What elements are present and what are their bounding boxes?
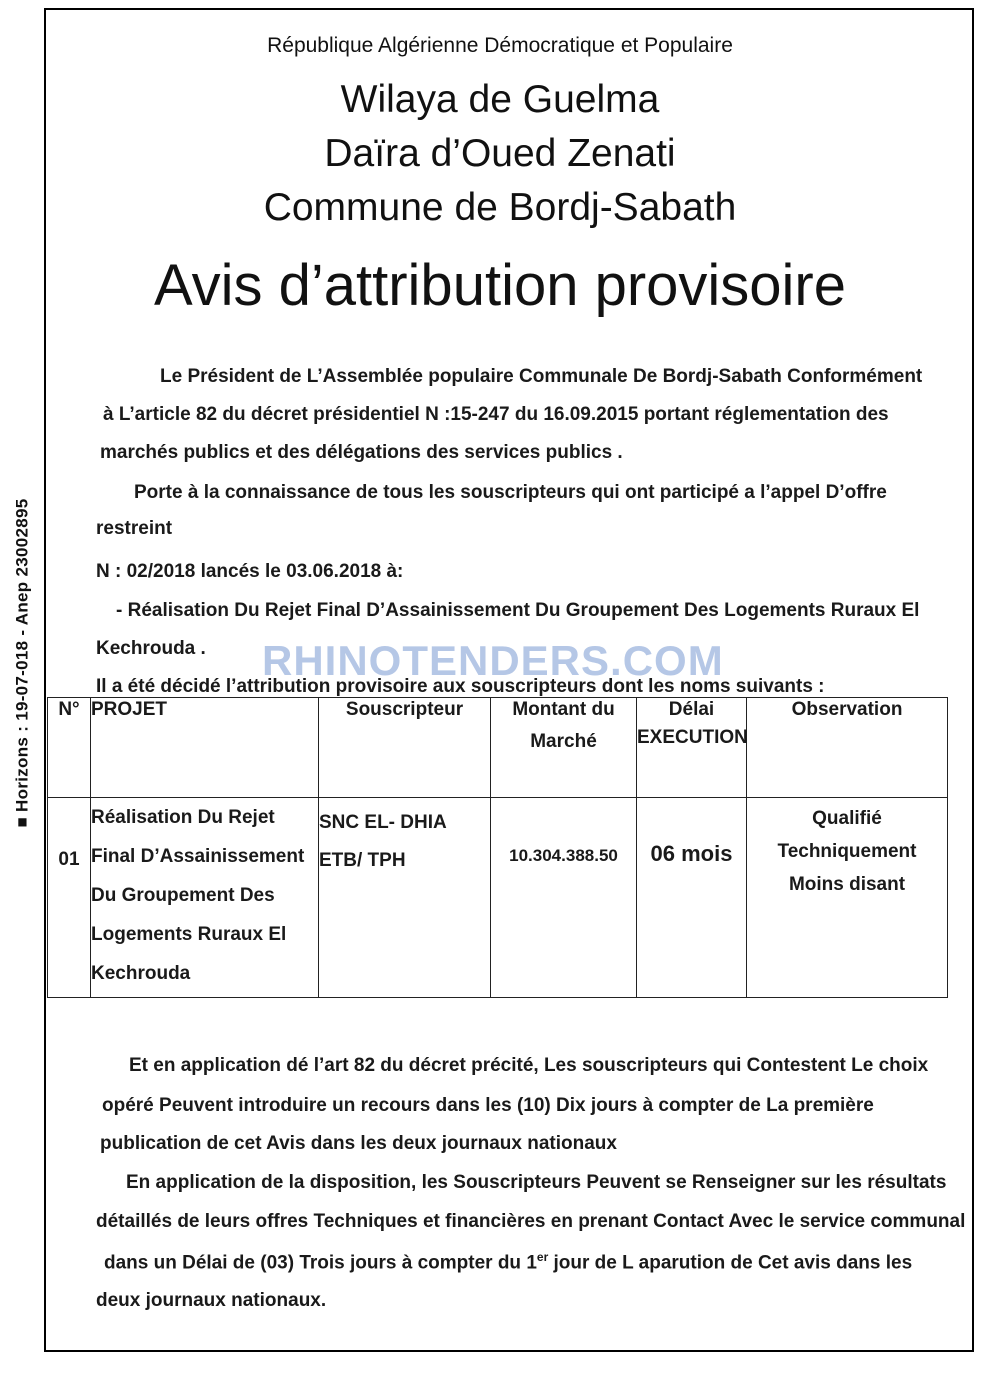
results-table (47, 697, 948, 998)
header-montant (491, 698, 637, 798)
header-projet: PROJET (91, 698, 319, 798)
closing-line: En application de la disposition, les Souscripteurs Peuvent se Renseigner sur les résultats (126, 1172, 947, 1193)
souscripteur-line: SNC EL- DHIA (319, 812, 447, 833)
intro-line: à L’article 82 du décret présidentiel N :15-247 du 16.09.2015 portant réglementation des (103, 404, 889, 425)
side-band (0, 435, 46, 891)
superscript: er (536, 1250, 549, 1264)
row-souscripteur (319, 798, 491, 998)
projet-line: Logements Ruraux El (91, 924, 287, 945)
header-num: N° (48, 698, 91, 798)
projet-line: Final D’Assainissement (91, 846, 305, 867)
header-commune: Commune de Bordj-Sabath (263, 186, 737, 229)
intro-line: Porte à la connaissance de tous les souscripteurs qui ont participé a l’appel D’offre (134, 482, 887, 503)
header-wilaya: Wilaya de Guelma (340, 78, 660, 121)
header-republic: République Algérienne Démocratique et Populaire (267, 34, 733, 57)
projet-line: Réalisation Du Rejet (91, 807, 275, 828)
row-projet (91, 798, 319, 998)
intro-line: marchés publics et des délégations des services publics . (100, 442, 623, 463)
closing-line-part: dans un Délai de (03) Trois jours à compter du 1 (104, 1252, 537, 1274)
closing-line: opéré Peuvent introduire un recours dans les (10) Dix jours à compter de La première (102, 1095, 874, 1116)
projet-line: Kechrouda (91, 963, 191, 984)
observation-line: Techniquement (777, 841, 917, 862)
closing-line: détaillés de leurs offres Techniques et financières en prenant Contact Avec le service communal (96, 1211, 966, 1232)
header-daira: Daïra d’Oued Zenati (324, 132, 676, 175)
row-observation (747, 798, 948, 998)
header-montant-line2: Marché (530, 731, 597, 752)
row-num: 01 (48, 798, 91, 998)
projet-line: Du Groupement Des (91, 885, 275, 906)
row-montant: 10.304.388.50 (491, 798, 637, 998)
header-delai (637, 698, 747, 798)
closing-line: Et en application dé l’art 82 du décret précité, Les souscripteurs qui Contestent Le choix (129, 1055, 929, 1076)
publication-reference: ■ Horizons : 19-07-018 - Anep 23002895 (13, 498, 32, 828)
table-row (48, 798, 948, 998)
header-observation: Observation (747, 698, 948, 798)
observation-line: Moins disant (788, 874, 906, 895)
souscripteur-line: ETB/ TPH (319, 850, 406, 871)
observation-line: Qualifié (812, 808, 882, 829)
closing-line-part: jour de L aparution de Cet avis dans les (548, 1252, 913, 1274)
notice-title: Avis d’attribution provisoire (153, 253, 847, 318)
watermark: RHINOTENDERS.COM (262, 637, 724, 684)
project-description-cont: Kechrouda . (96, 638, 206, 659)
tender-number: N : 02/2018 lancés le 03.06.2018 à: (96, 561, 404, 582)
table-header-row (48, 698, 948, 798)
row-delai: 06 mois (637, 798, 747, 998)
header-montant-line1: Montant du (512, 699, 615, 720)
closing-line: publication de cet Avis dans les deux journaux nationaux (100, 1133, 617, 1154)
closing-line: deux journaux nationaux. (96, 1290, 327, 1311)
intro-line: Il a été décidé l’attribution provisoire aux souscripteurs dont les noms suivants : (96, 676, 825, 697)
intro-line: restreint (96, 518, 173, 539)
header-delai-line2: EXECUTION (637, 727, 748, 748)
header-souscripteur: Souscripteur (319, 698, 491, 798)
closing-line (104, 1250, 912, 1274)
project-description: - Réalisation Du Rejet Final D’Assainissement Du Groupement Des Logements Ruraux El (116, 600, 920, 621)
intro-line: Le Président de L’Assemblée populaire Communale De Bordj-Sabath Conformément (160, 366, 923, 387)
header-delai-line1: Délai (668, 699, 715, 720)
